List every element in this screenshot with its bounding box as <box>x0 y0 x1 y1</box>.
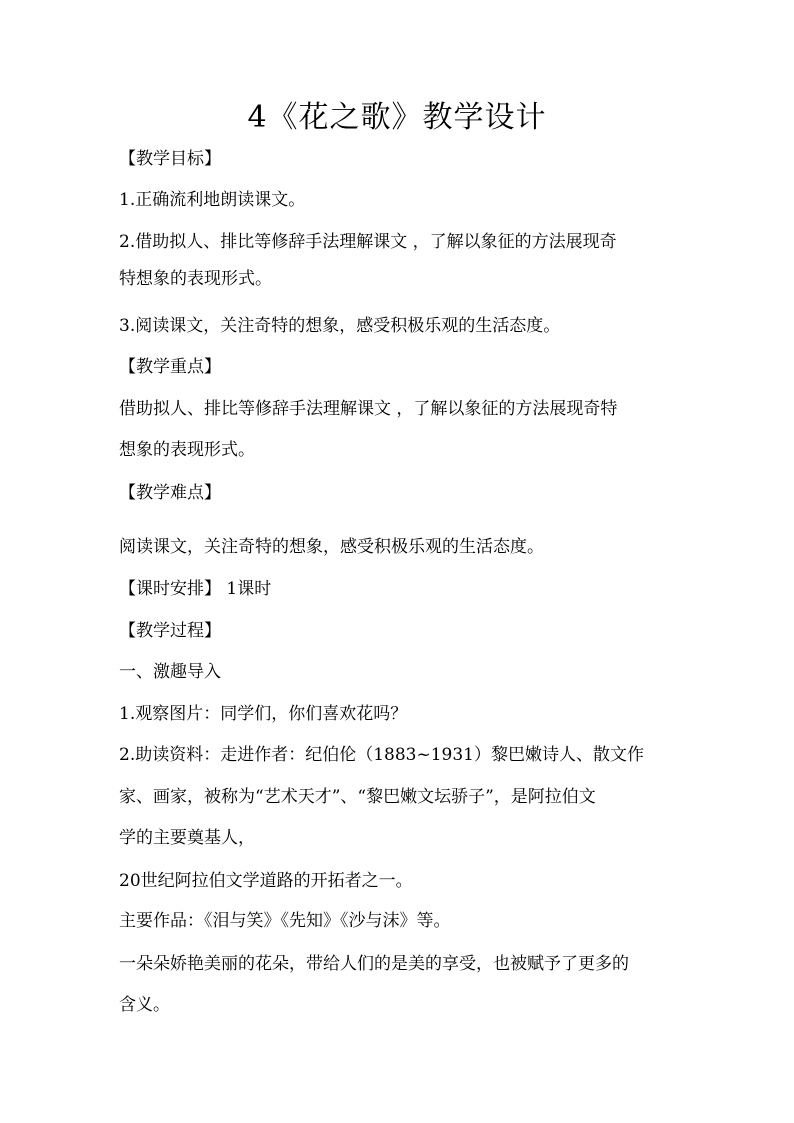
class-hours: 【课时安排】 1课时 <box>119 579 272 599</box>
document-title: 4《花之歌》教学设计 <box>247 100 547 135</box>
step-2-line-4: 20世纪阿拉伯文学道路的开拓者之一。 <box>119 871 413 891</box>
key-points-line-1: 借助拟人、排比等修辞手法理解课文 ，了解以象征的方法展现奇特 <box>119 399 618 419</box>
goal-2-line-1: 2.借助拟人、排比等修辞手法理解课文 ，了解以象征的方法展现奇 <box>119 232 617 252</box>
step-1: 1.观察图片：同学们，你们喜欢花吗？ <box>119 704 408 724</box>
goal-1: 1.正确流利地朗读课文。 <box>119 190 306 210</box>
heading-teaching-goals: 【教学目标】 <box>119 149 221 169</box>
section-intro: 一、激趣导入 <box>119 662 221 682</box>
step-2-line-2: 家、画家，被称为“艺术天才”、“黎巴嫩文坛骄子”，是阿拉伯文 <box>119 787 596 807</box>
heading-teaching-process: 【教学过程】 <box>119 621 221 641</box>
difficulties-text: 阅读课文，关注奇特的想象，感受积极乐观的生活态度。 <box>119 537 544 557</box>
heading-difficulties: 【教学难点】 <box>119 483 221 503</box>
closing-line-2: 含义。 <box>119 995 170 1015</box>
closing-line-1: 一朵朵娇艳美丽的花朵，带给人们的是美的享受，也被赋予了更多的 <box>119 954 629 974</box>
key-points-line-2: 想象的表现形式。 <box>119 440 255 460</box>
step-2-line-3: 学的主要奠基人， <box>119 828 255 848</box>
heading-key-points: 【教学重点】 <box>119 357 221 377</box>
step-2-line-1: 2.助读资料：走进作者：纪伯伦（1883~1931）黎巴嫩诗人、散文作 <box>119 745 644 765</box>
goal-3: 3.阅读课文，关注奇特的想象，感受积极乐观的生活态度。 <box>119 316 561 336</box>
goal-2-line-2: 特想象的表现形式。 <box>119 269 272 289</box>
major-works: 主要作品：《泪与笑》《先知》《沙与沫》等。 <box>119 911 451 931</box>
